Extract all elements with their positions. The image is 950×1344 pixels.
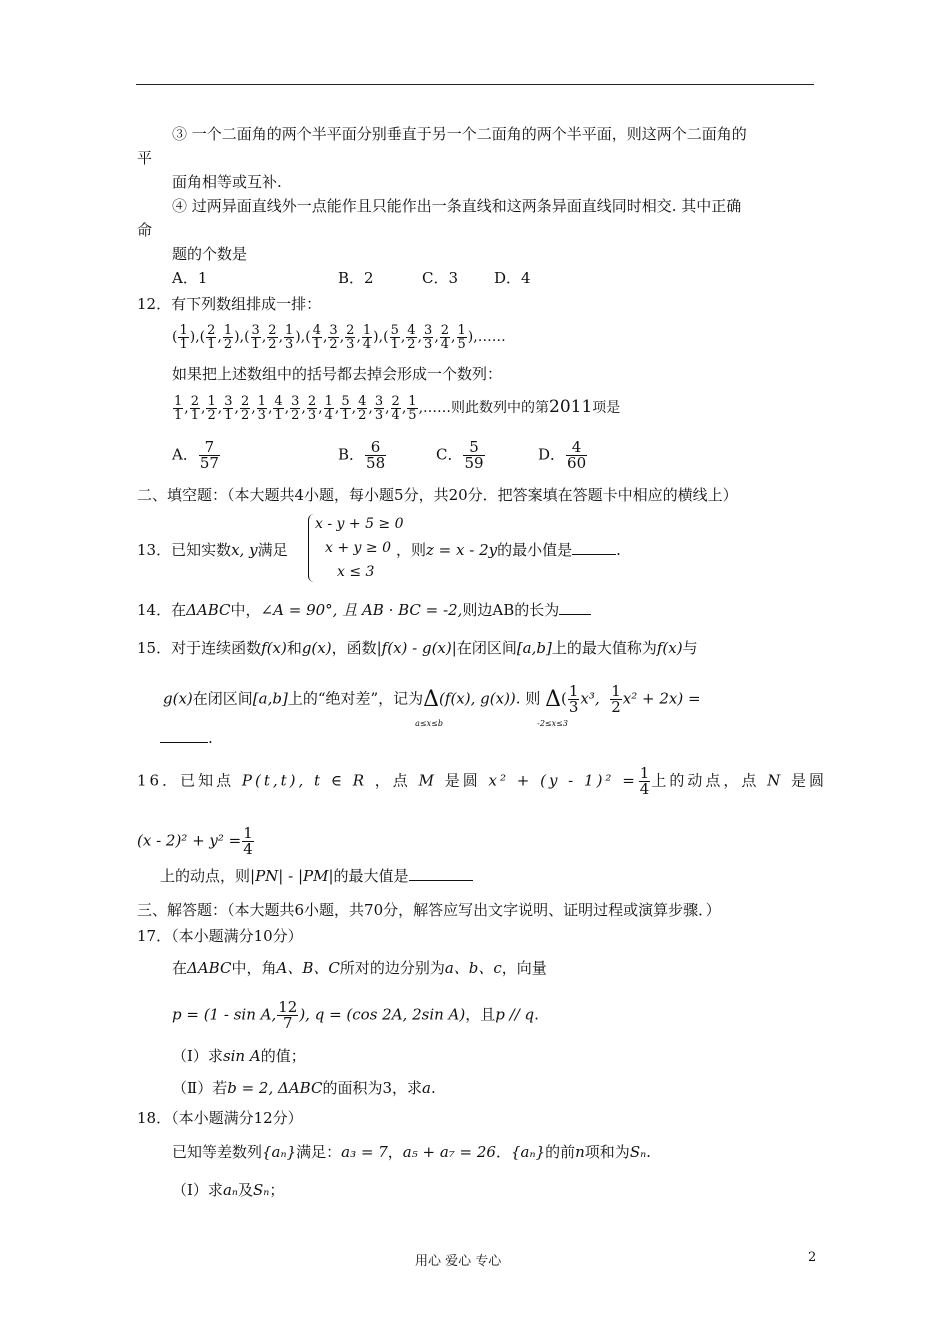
q17-heading: 17．（本小题满分10分）	[137, 927, 303, 945]
q18-heading: 18．（本小题满分12分）	[137, 1109, 303, 1127]
q11-option-c: C．3	[422, 269, 459, 287]
q11-statement-4-wrap: 命	[137, 221, 153, 239]
q12-intro: 12．有下列数组排成一排：	[137, 295, 322, 313]
q11-statement-4-end: 题的个数是	[172, 245, 248, 263]
flat-fraction: $\frac{1}{2}$	[207, 393, 216, 423]
flat-fraction: $\frac{2}{1}$	[190, 393, 200, 423]
grouped-fraction: $\frac{3}{3}$	[424, 322, 433, 352]
grouped-fraction: $\frac{2}{2}$	[268, 322, 277, 352]
grouped-fraction: $\frac{5}{1}$	[390, 322, 399, 352]
q11-statement-3: ③ 一个二面角的两个半平面分别垂直于另一个二面角的两个半平面，则这两个二面角的	[172, 125, 747, 143]
q12-option-b: B． $\frac{6}{58}$	[338, 438, 386, 472]
q11-statement-4: ④ 过两异面直线外一点能作且只能作出一条直线和这两条异面直线同时相交. 其中正确	[172, 197, 742, 215]
q14-text: 14．在ΔABC中，∠A = 90°, 且 AB · BC = -2,则边AB的长为	[137, 600, 591, 620]
grouped-fraction: $\frac{1}{1}$	[179, 322, 188, 352]
flat-fraction: $\frac{2}{2}$	[240, 393, 250, 423]
q13-constraint-system: x - y + 5 ≥ 0 x + y ≥ 0 x ≤ 3	[308, 514, 409, 582]
q12-option-d: D． $\frac{4}{60}$	[538, 438, 587, 472]
page-number: 2	[808, 1250, 817, 1265]
q15-answer-blank: .	[160, 728, 213, 748]
grouped-fraction: $\frac{1}{2}$	[223, 322, 233, 352]
flat-fraction: $\frac{3}{2}$	[291, 393, 300, 423]
q13-text-tail: ，则z = x - 2y的最小值是 .	[396, 541, 621, 559]
q11-statement-3-end: 面角相等或互补.	[172, 173, 282, 191]
q17-part-1: （Ⅰ）求sin A的值；	[172, 1047, 306, 1065]
q16-line-2: (x - 2)² + y² = $\frac{1}{4}$	[137, 824, 253, 858]
flat-fraction: $\frac{3}{1}$	[224, 393, 233, 423]
q17-part-2: （Ⅱ）若b = 2, ΔABC的面积为3，求a.	[172, 1079, 436, 1097]
q11-option-b: B．2	[338, 269, 374, 287]
q12-sequence-flat: $\frac{1}{1}$ , $\frac{2}{1}$ , $\frac{1}{2}$ , $\frac{3}{1}$ , $\frac{2}{2}$ , $\frac{1}{3}$ , $\frac{4}{1}$ , $\frac{3}{2}$ , $\frac{2}{3}$ , $\frac{1}{4}$ , $\frac{5}{1}$ , $\frac{4}{2}$ , $\frac{3}{3}$ , $\frac{2}{4}$ , $\frac{1}{5}$ ,……则此数列中的第2011项是	[174, 393, 621, 423]
q18-line-1: 已知等差数列{aₙ}满足：a₃ = 7，a₅ + a₇ = 26．{aₙ}的前n项和为Sₙ.	[172, 1143, 651, 1161]
q12-sequence-grouped: ( $\frac{1}{1}$ ),( $\frac{2}{1}$ , $\frac{1}{2}$ ),( $\frac{3}{1}$ , $\frac{2}{2}$ , $\frac{1}{3}$ ),( $\frac{4}{1}$ , $\frac{3}{2}$ , $\frac{2}{3}$ , $\frac{1}{4}$ ),( $\frac{5}{1}$ , $\frac{4}{2}$ , $\frac{3}{3}$ , $\frac{2}{4}$ , $\frac{1}{5}$ ),……	[172, 322, 506, 352]
grouped-fraction: $\frac{1}{5}$	[457, 322, 466, 352]
section-3-heading: 三、解答题：（本大题共6小题，共70分，解答应写出文字说明、证明过程或演算步骤．）	[137, 901, 721, 919]
section-2-heading: 二、填空题：（本大题共4小题，每小题5分，共20分．把答案填在答题卡中相应的横线上）	[137, 486, 738, 504]
q16-line-3: 上的动点，则|PN| - |PM|的最大值是	[160, 866, 473, 886]
grouped-fraction: $\frac{2}{3}$	[346, 322, 355, 352]
flat-fraction: $\frac{5}{1}$	[341, 393, 350, 423]
flat-fraction: $\frac{4}{1}$	[274, 393, 283, 423]
q11-statement-3-wrap: 平	[137, 149, 153, 167]
q15-line-2: g(x)在闭区间[a,b]上的“绝对差”，记为Δ a≤x≤b (f(x), g(x)). 则 Δ -2≤x≤3 ( $\frac{1}{3}$ x³, $\frac{1}{2}$ x² + 2x) =	[163, 682, 701, 728]
grouped-fraction: $\frac{1}{4}$	[362, 322, 372, 352]
flat-fraction: $\frac{1}{4}$	[324, 393, 333, 423]
grouped-fraction: $\frac{2}{4}$	[440, 322, 450, 352]
header-rule	[136, 84, 814, 85]
q11-option-d: D．4	[494, 269, 531, 287]
q12-option-a: A． $\frac{7}{57}$	[172, 438, 219, 472]
q13-text: 13．已知实数x, y满足	[137, 541, 288, 559]
flat-fraction: $\frac{1}{5}$	[408, 393, 417, 423]
grouped-fraction: $\frac{3}{1}$	[251, 322, 260, 352]
q17-line-1: 在ΔABC中，角A、B、C所对的边分别为a、b、c，向量	[172, 959, 547, 977]
grouped-fraction: $\frac{2}{1}$	[207, 322, 216, 352]
grouped-fraction: $\frac{1}{3}$	[285, 322, 294, 352]
q18-part-1: （Ⅰ）求aₙ及Sₙ；	[172, 1181, 285, 1199]
flat-fraction: $\frac{2}{4}$	[391, 393, 400, 423]
q16-line-1: 16．已知点 P(t,t), t ∈ R ，点 M 是圆 x² + (y - 1)² = $\frac{1}{4}$ 上的动点，点 N 是圆	[137, 764, 828, 798]
q11-option-a: A．1	[172, 269, 208, 287]
flat-fraction: $\frac{2}{3}$	[307, 393, 317, 423]
q17-line-2: p = (1 - sin A, $\frac{12}{7}$ ), q = (cos 2A, 2sin A)，且p // q.	[172, 998, 539, 1032]
grouped-fraction: $\frac{3}{2}$	[329, 322, 338, 352]
flat-fraction: $\frac{3}{3}$	[374, 393, 384, 423]
q12-option-c: C． $\frac{5}{59}$	[436, 438, 484, 472]
grouped-fraction: $\frac{4}{2}$	[407, 322, 416, 352]
grouped-fraction: $\frac{4}{1}$	[312, 322, 321, 352]
flat-fraction: $\frac{1}{1}$	[174, 393, 183, 423]
q12-middle-text: 如果把上述数组中的括号都去掉会形成一个数列：	[172, 365, 503, 383]
flat-fraction: $\frac{1}{3}$	[257, 393, 266, 423]
q15-line-1: 15．对于连续函数f(x)和g(x)，函数|f(x) - g(x)|在闭区间[a,b]上的最大值称为f(x)与	[137, 639, 698, 657]
footer-motto: 用心 爱心 专心	[415, 1254, 502, 1269]
flat-fraction: $\frac{4}{2}$	[358, 393, 367, 423]
